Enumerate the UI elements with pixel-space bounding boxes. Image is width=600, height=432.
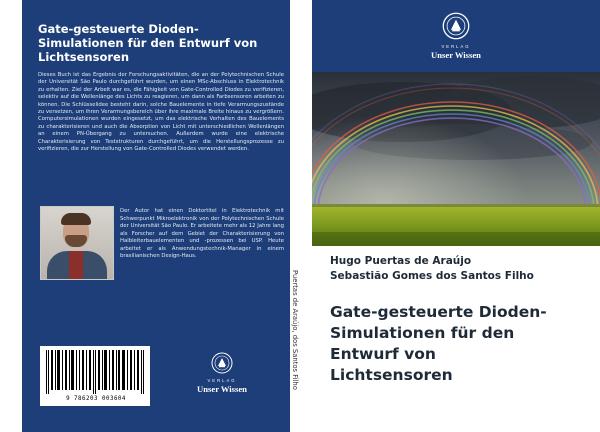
publisher-logo-back [192, 352, 252, 394]
publisher-verlag-label: VERLAG [441, 44, 471, 49]
back-title-line: Gate-gesteuerte Dioden- [38, 22, 199, 36]
back-title-line: Simulationen für den Entwurf von [38, 36, 258, 50]
landscape-illustration [312, 72, 600, 246]
publisher-emblem-icon [442, 12, 470, 40]
book-blurb: Dieses Buch ist das Ergebnis der Forschungsaktivitäten, die an der Polytechnischen Schule der Universität São Paulo durchgeführt wurden, um einen MSc-Abschluss in Elektrotechnik zu erhalten. Ziel der Arbeit war es, die Fähigkeit von Gate-Controlled Diodes zu verifizieren, selektiv auf die Wellenlänge des Lichts zu reagieren, um dann als Farbsensoren arbeiten zu können. Die Schlüsselidee besteht darin, solche Bauelemente in tiefe Verarmungszustände zu versetzen, um ihren Verarmungsbereich über ihre maximale Breite hinaus zu vergrößern. Computersimulationen wurden eingesetzt, um das elektrische Verhalten des Bauelements zu charakterisieren und auch die Absorption von Licht mit unterschiedlichen Wellenlängen an einem PN-Übergang zu untersuchen. Außerdem wurde eine elektrische Charakterisierung von Teststrukturen durchgeführt, um die Herstellungsprozesse zu verifizieren, die zur Herstellung von Gate-Controlled Diodes verwendet werden. [38, 72, 284, 153]
back-cover-title [38, 22, 278, 64]
front-title-line: Entwurf von [330, 345, 436, 363]
publisher-name: Unser Wissen [431, 50, 481, 60]
barcode-bars [44, 350, 146, 394]
publisher-verlag-label: VERLAG [207, 378, 237, 383]
back-cover [22, 0, 290, 432]
author-name: Hugo Puertas de Araújo [330, 255, 472, 267]
author-bio: Der Autor hat einen Doktortitel in Elektrotechnik mit Schwerpunkt Mikroelektronik von der Polytechnischen Schule der Universität São Paulo. Er arbeitete mehr als 12 Jahre lang als Forscher auf dem Gebiet der Charakterisierung von Halbleiterbauelementen und -prozessen bei USP. Heute arbeitet er als Anwendungstechnik-Manager in einem brasilianischen Design-Haus. [120, 208, 284, 259]
publisher-name: Unser Wissen [197, 384, 247, 394]
front-title-line: Simulationen für den [330, 324, 515, 342]
spine-authors: Puertas de Araújo, dos Santos Filho [291, 270, 299, 390]
isbn-barcode [40, 346, 150, 406]
front-title-line: Gate-gesteuerte Dioden- [330, 303, 547, 321]
front-cover-title [330, 302, 592, 386]
front-title-line: Lichtsensoren [330, 366, 453, 384]
publisher-logo-front [418, 12, 494, 60]
author-name: Sebastião Gomes dos Santos Filho [330, 270, 534, 282]
cover-photo-rainbow-field [312, 72, 600, 246]
isbn-number: 9 786203 003604 [66, 396, 126, 402]
publisher-emblem-icon [211, 352, 233, 374]
back-title-line: Lichtsensoren [38, 50, 130, 64]
author-photo [40, 206, 114, 280]
